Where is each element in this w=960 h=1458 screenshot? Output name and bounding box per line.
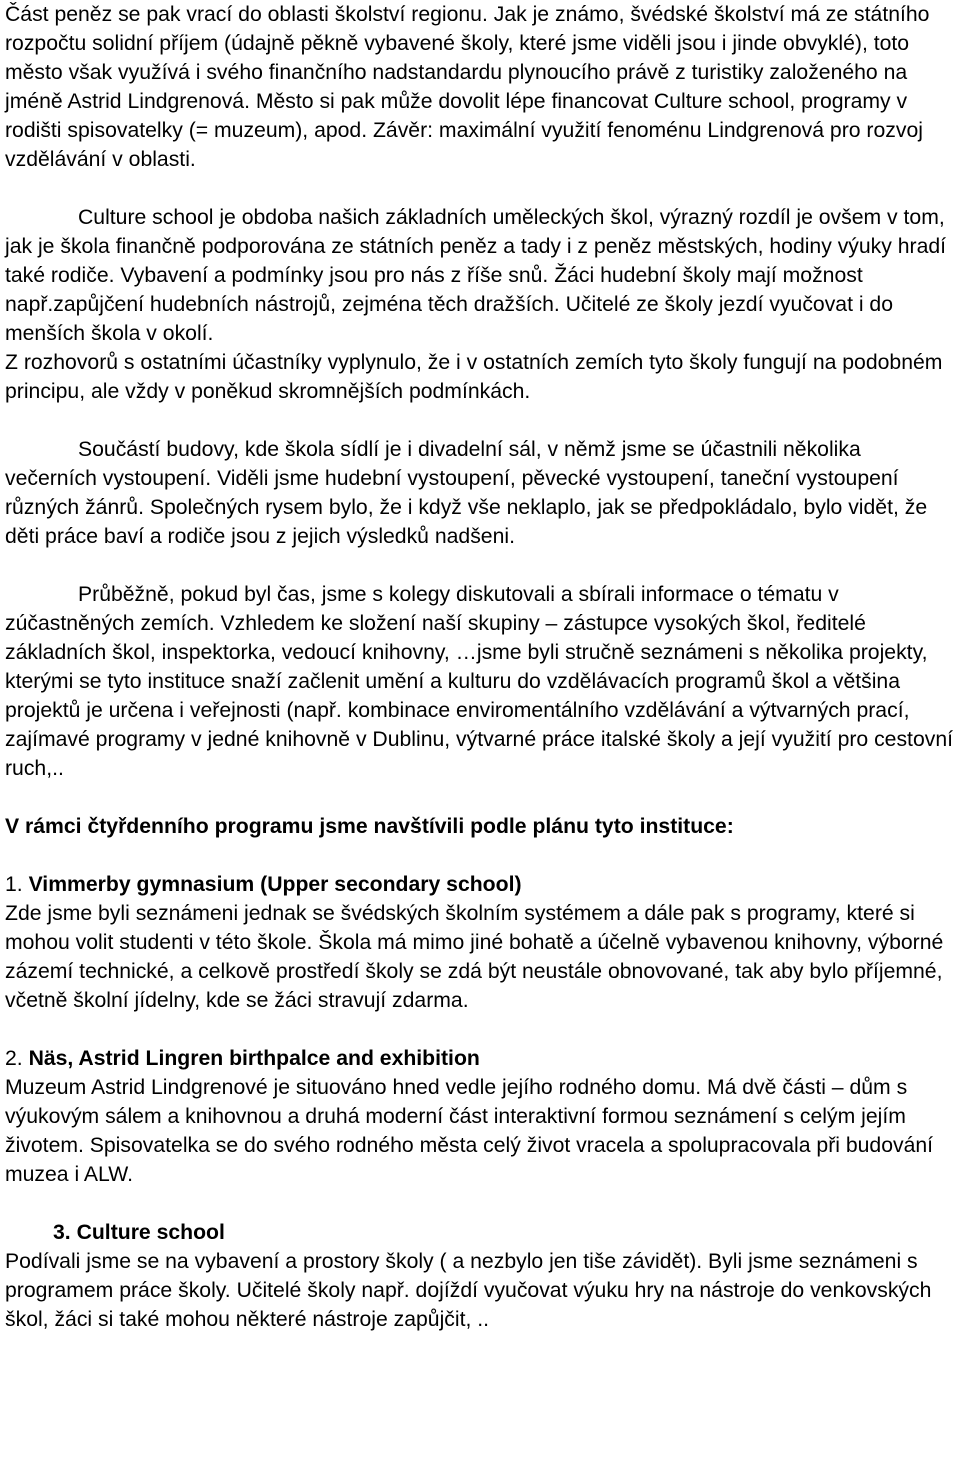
item-2-number: 2. [5,1047,23,1070]
item-3-text: Podívali jsme se na vybavení a prostory školy ( a nezbylo jen tiše závidět). Byli jsme seznámeni s programem práce školy. Učitelé školy např. dojíždí vyučovat výuku hry na nástroje do venkovských škol, žáci si také mohou některé nástroje zapůjčit, .. [5,1250,932,1331]
spacer [5,1189,955,1218]
building-paragraph: Součástí budovy, kde škola sídlí je i divadelní sál, v němž jsme se účastnili několika večerních vystoupení. Viděli jsme hudební vystoupení, pěvecké vystoupení, taneční vystoupení různých žánrů. Společných rysem bylo, že i když vše neklaplo, jak se předpokládalo, bylo vidět, že děti práce baví a rodiče jsou z jejich výsledků nadšeni. [5,438,928,548]
item-2-heading [5,1044,955,1073]
item-3-title: Culture school [76,1221,225,1244]
program-heading: V rámci čtyřdenního programu jsme navštívili podle plánu tyto instituce: [5,815,734,838]
item-2-title: Näs, Astrid Lingren birthpalce and exhibition [28,1047,480,1070]
spacer [5,174,955,203]
item-3-heading [5,1218,955,1247]
item-1-number: 1. [5,873,23,896]
spacer [5,1015,955,1044]
spacer [5,783,955,812]
discussion-paragraph: Průběžně, pokud byl čas, jsme s kolegy diskutovali a sbírali informace o tématu v zúčastněných zemích. Vzhledem ke složení naší skupiny – zástupce vysokých škol, ředitelé základních škol, inspektorka, vedoucí knihovny, …jsme byli stručně seznámeni s několika projekty, kterými se tyto instituce snaží začlenit umění a kulturu do vzdělávacích programů škol a většina projektů je určena i veřejnosti (např. kombinace enviromentálního vzdělávání a výtvarných prací, zajímavé programy v jedné knihovně v Dublinu, výtvarné práce italské školy a její využití pro cestovní ruch,.. [5,583,953,780]
item-1-title: Vimmerby gymnasium (Upper secondary school) [28,873,522,896]
intro-paragraph: Část peněz se pak vrací do oblasti školství regionu. Jak je známo, švédské školství má ze státního rozpočtu solidní příjem (údajně pěkně vybavené školy, které jsme viděli jsou i jinde obvyklé), toto město však využívá i svého finančního nadstandardu plynoucího právě z turistiky založeného na jméně Astrid Lindgrenová. Město si pak může dovolit lépe financovat Culture school, programy v rodišti spisovatelky (= muzeum), apod. Závěr: maximální využití fenoménu Lindgrenová pro rozvoj vzdělávání v oblasti. [5,3,930,171]
item-3-number: 3. [53,1221,71,1244]
item-2-text: Muzeum Astrid Lindgrenové je situováno hned vedle jejího rodného domu. Má dvě části – dům s výukovým sálem a knihovnou a druhá moderní část interaktivní formou seznámení s celým jejím životem. Spisovatelka se do svého rodného města celý život vracela a spolupracovala při budování muzea i ALW. [5,1076,934,1186]
item-1-text: Zde jsme byli seznámeni jednak se švédských školním systémem a dále pak s programy, které si mohou volit studenti v této škole. Škola má mimo jiné bohatě a účelně vybavenou knihovny, výborné zázemí technické, a celkově prostředí školy se zdá být neustále obnovované, tak aby bylo příjemné, včetně školní jídelny, kde se žáci stravují zdarma. [5,902,944,1012]
spacer [5,406,955,435]
document-page [5,0,955,1334]
culture-school-paragraph: Culture school je obdoba našich základních uměleckých škol, výrazný rozdíl je ovšem v tom, jak je škola finančně podporována ze státních peněz a tady i z peněz městských, hodiny výuky hradí také rodiče. Vybavení a podmínky jsou pro nás z říše snů. Žáci hudební školy mají možnost např.zapůjčení hudebních nástrojů, zejména těch dražších. Učitelé ze školy jezdí vyučovat i do menších škola v okolí. [5,206,947,345]
item-1-heading [5,870,955,899]
culture-school-followup: Z rozhovorů s ostatními účastníky vyplynulo, že i v ostatních zemích tyto školy fungují na podobném principu, ale vždy v poněkud skromnějších podmínkách. [5,351,943,403]
spacer [5,551,955,580]
spacer [5,841,955,870]
